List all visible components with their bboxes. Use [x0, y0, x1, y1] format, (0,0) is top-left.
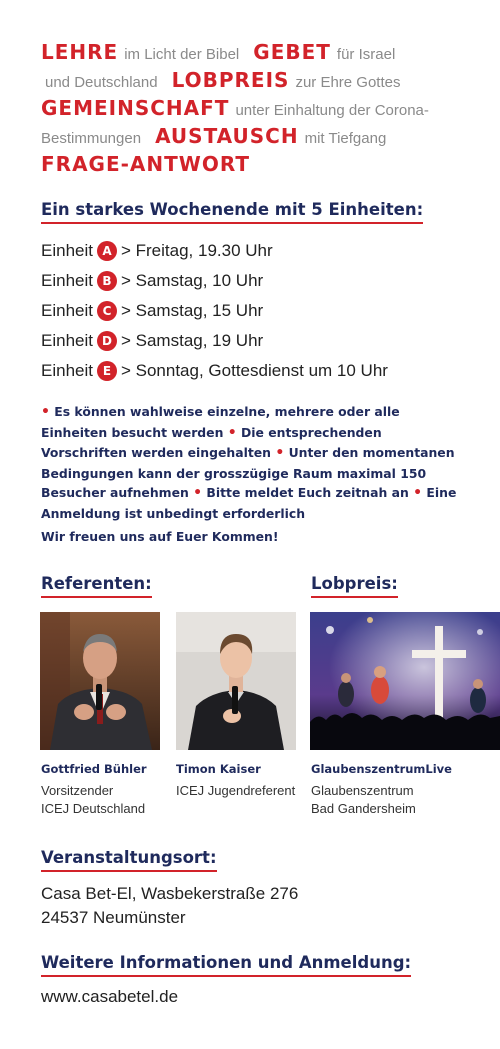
unit-d — [41, 326, 388, 356]
keyword-gebet: GEBET — [253, 40, 331, 64]
speakers-heading: Referenten: — [41, 574, 152, 598]
note-item: Unter den momentanen Bedingungen kann der grosszügige Raum maximal 150 Besucher aufnehmen — [41, 445, 455, 500]
intro-text: mit Tiefgang — [304, 130, 387, 147]
unit-e — [41, 356, 388, 386]
venue-address — [41, 882, 298, 930]
unit-label: Einheit — [41, 361, 93, 380]
intro-line-3 — [41, 94, 471, 122]
weekend-heading: Ein starkes Wochenende mit 5 Einheiten: — [41, 200, 423, 224]
keyword-austausch: AUSTAUSCH — [155, 124, 299, 148]
speaker-role-line: ICEJ Jugendreferent — [176, 783, 296, 798]
unit-label: Einheit — [41, 271, 93, 290]
intro-line-5 — [41, 150, 471, 178]
note-item: Es können wahlweise einzelne, mehrere oder alle Einheiten besucht werden — [41, 404, 400, 440]
unit-time: > Sonntag, Gottesdienst um 10 Uhr — [120, 361, 388, 380]
units-list — [41, 236, 388, 386]
intro-line-4 — [41, 122, 471, 150]
intro-line-1 — [41, 38, 471, 66]
bullet-icon: • — [275, 445, 285, 461]
unit-letter-badge: C — [97, 301, 117, 321]
keyword-lobpreis: LOBPREIS — [171, 68, 290, 92]
unit-letter-badge: E — [97, 361, 117, 381]
speaker-photo-gottfried — [40, 612, 160, 750]
unit-time: > Samstag, 19 Uhr — [120, 331, 264, 350]
note-item: Eine Anmeldung ist unbedingt erforderlich — [41, 485, 457, 521]
worship-heading: Lobpreis: — [311, 574, 398, 598]
note-item: Bitte meldet Euch zeitnah an — [206, 485, 409, 500]
website-link[interactable]: www.casabetel.de — [41, 987, 179, 1006]
keyword-frage-antwort: FRAGE-ANTWORT — [41, 152, 250, 176]
speaker-role-line: Vorsitzender — [41, 783, 114, 798]
speaker-name: Timon Kaiser — [176, 762, 261, 776]
bullet-icon: • — [413, 485, 423, 501]
closing-line: Wir freuen uns auf Euer Kommen! — [41, 529, 279, 544]
unit-c — [41, 296, 388, 326]
unit-b — [41, 266, 388, 296]
unit-label: Einheit — [41, 331, 93, 350]
band-location-line: Glaubenszentrum — [311, 783, 414, 798]
notes-paragraph — [41, 402, 461, 523]
venue-line: Casa Bet-El, Wasbekerstraße 276 — [41, 884, 299, 903]
unit-letter-badge: D — [97, 331, 117, 351]
unit-label: Einheit — [41, 241, 93, 260]
intro-line-2 — [41, 66, 471, 94]
worship-band-photo — [310, 612, 500, 750]
intro-text: für Israel — [336, 46, 396, 63]
band-location — [311, 782, 416, 818]
intro-text: Bestimmungen — [41, 130, 142, 147]
bullet-icon: • — [193, 485, 203, 501]
bullet-icon: • — [41, 404, 50, 420]
band-name: GlaubenszentrumLive — [311, 762, 452, 776]
unit-letter-badge: A — [97, 241, 117, 261]
unit-label: Einheit — [41, 301, 93, 320]
speaker-photo-timon — [176, 612, 296, 750]
unit-letter-badge: B — [97, 271, 117, 291]
speaker-role-line: ICEJ Deutschland — [41, 801, 146, 816]
speaker-role — [176, 782, 295, 800]
intro-block — [41, 38, 471, 178]
speaker-role — [41, 782, 145, 818]
info-heading: Weitere Informationen und Anmeldung: — [41, 953, 411, 977]
band-location-line: Bad Gandersheim — [311, 801, 416, 816]
unit-time: > Freitag, 19.30 Uhr — [120, 241, 273, 260]
intro-text: im Licht der Bibel — [124, 46, 240, 63]
intro-text: und Deutschland — [45, 74, 158, 91]
venue-line: 24537 Neumünster — [41, 908, 186, 927]
intro-text: zur Ehre Gottes — [295, 74, 401, 91]
speaker-name: Gottfried Bühler — [41, 762, 147, 776]
unit-time: > Samstag, 15 Uhr — [120, 301, 264, 320]
keyword-lehre: LEHRE — [41, 40, 119, 64]
unit-time: > Samstag, 10 Uhr — [120, 271, 264, 290]
keyword-gemeinschaft: GEMEINSCHAFT — [41, 96, 230, 120]
bullet-icon: • — [227, 424, 237, 441]
note-item: Die entsprechenden Vorschriften werden eingehalten — [41, 424, 382, 460]
venue-heading: Veranstaltungsort: — [41, 848, 217, 872]
unit-a — [41, 236, 388, 266]
intro-text: unter Einhaltung der Corona- — [235, 102, 429, 119]
